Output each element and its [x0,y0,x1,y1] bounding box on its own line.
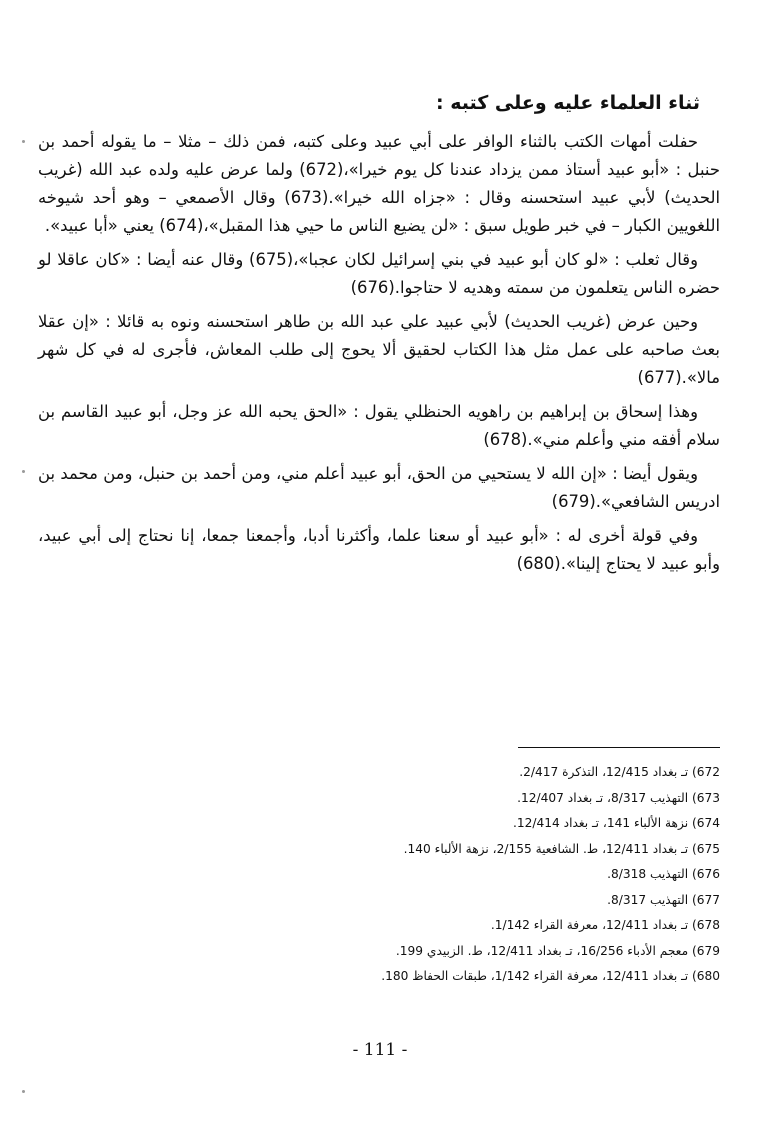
paragraph: حفلت أمهات الكتب بالثناء الوافر على أبي عبيد وعلى كتبه، فمن ذلك – مثلا – ما يقوله أحمد بن حنبل : «أبو عبيد أستاذ ممن يزداد عندنا كل يوم خيرا»،(672) ولما عرض عليه ولده عبد الله (غريب الحديث) لأبي عبيد استحسنه وقال : «جزاه الله خيرا».(673) وقال الأصمعي – وهو أحد شيوخه اللغويين الكبار – في خبر طويل سبق : «لن يضيع الناس ما حيي هذا المقبل»،(674) يعني «أبا عبيد». [38,132,720,235]
paragraph: وقال ثعلب : «لو كان أبو عبيد في بني إسرائيل لكان عجبا»،(675) وقال عنه أيضا : «كان عاقلا لو حضره الناس يتعلمون من سمته وهديه لا حتاجوا.(676) [38,250,720,297]
footnote: 678) تـ بغداد 12/411، معرفة القراء 1/142. [490,918,720,932]
footnote-divider [518,747,720,748]
paragraph: وحين عرض (غريب الحديث) لأبي عبيد علي عبد الله بن طاهر استحسنه ونوه به قائلا : «إن عقلا بعث صاحبه على عمل مثل هذا الكتاب لحقيق ألا يحوج إلى طلب المعاش، فأجرى له في كل شهر مالا».(677) [38,312,720,387]
footnote: 673) التهذيب 8/317، تـ بغداد 12/407. [517,790,720,805]
footnote: 676) التهذيب 8/318. [607,867,720,881]
paragraph: وفي قولة أخرى له : «أبو عبيد أو سعنا علما، وأكثرنا أدبا، وأجمعنا جمعا، إنا نحتاج إلى أبي عبيد، وأبو عبيد لا يحتاج إلينا».(680) [38,526,720,573]
footnote: 680) تـ بغداد 12/411، معرفة القراء 1/142، طبقات الحفاظ 180. [381,969,720,983]
footnote: 674) نزهة الألباء 141، تـ بغداد 12/414. [513,816,720,830]
scan-speck [22,470,25,473]
body-text [38,128,720,584]
footnotes [38,760,720,990]
footnote: 679) معجم الأدباء 16/256، تـ بغداد 12/411، ط. الزبيدي 199. [395,943,720,958]
page-number: - 111 - [352,1040,408,1060]
footnote: 677) التهذيب 8/317. [607,892,720,907]
footnote: 672) تـ بغداد 12/415، التذكرة 2/417. [519,765,720,779]
scan-speck [22,1090,25,1093]
paragraph: وهذا إسحاق بن إبراهيم بن راهويه الحنظلي يقول : «الحق يحبه الله عز وجل، أبو عبيد القاسم بن سلام أفقه مني وأعلم مني».(678) [38,402,720,449]
footnote: 675) تـ بغداد 12/411، ط. الشافعية 2/155، نزهة الألباء 140. [403,841,720,856]
scan-speck [22,140,25,143]
section-heading: ثناء العلماء عليه وعلى كتبه : [436,92,700,114]
paragraph: ويقول أيضا : «إن الله لا يستحيي من الحق، أبو عبيد أعلم مني، ومن أحمد بن حنبل، ومن محمد بن ادريس الشافعي».(679) [38,464,720,511]
